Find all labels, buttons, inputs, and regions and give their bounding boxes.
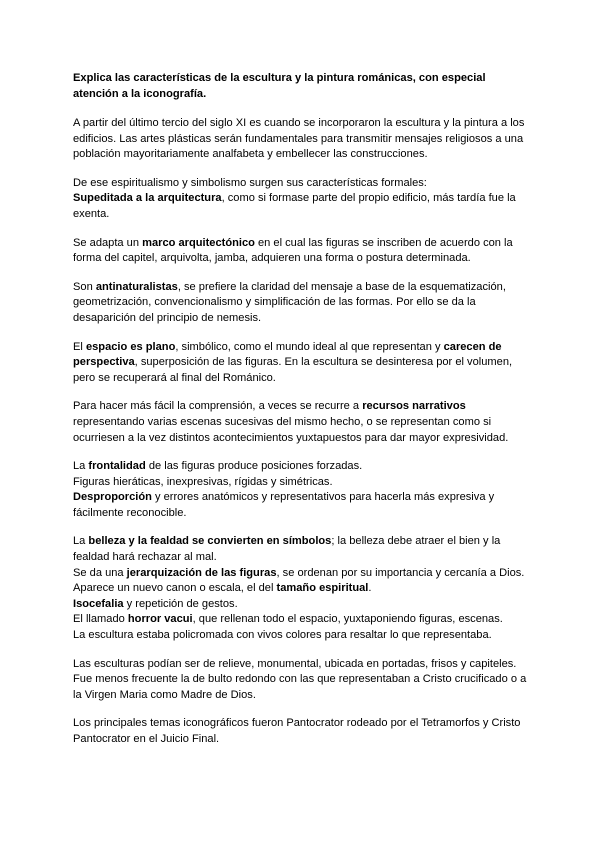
text-segment: Para hacer más fácil la comprensión, a veces se recurre a	[73, 400, 363, 413]
bold-recursos-narrativos: recursos narrativos	[362, 400, 466, 413]
bold-marco-arquitectonico: marco arquitectónico	[142, 236, 255, 249]
bold-espacio-plano: espacio es plano	[85, 340, 176, 353]
bold-horror-vacui: horror vacui	[127, 613, 193, 626]
bold-desproporcion: Desproporción	[73, 491, 152, 504]
text-segment: Se da una	[73, 566, 127, 579]
line-horror-vacui	[73, 612, 528, 628]
text-segment: , superposición de las figuras. En la escultura se desinteresa por el volumen, pero se recuperará al final del Románico.	[73, 356, 513, 384]
bold-tamano-espiritual: tamaño espiritual	[276, 582, 369, 595]
text-segment: , se prefiere la claridad del mensaje a base de la esquematización, geometrización, convencionalismo y simplificación de las formas. Por ello se da la desaparición del principio de nemesis.	[73, 280, 506, 324]
bold-belleza: belleza y la fealdad se convierten en símbolos	[88, 535, 332, 548]
text-segment: , que rellenan todo el espacio, yuxtaponiendo figuras, escenas.	[192, 613, 503, 626]
text-segment: Aparece un nuevo canon o escala, el del	[73, 582, 277, 595]
paragraph-temas: Los principales temas iconográficos fueron Pantocrator rodeado por el Tetramorfos y Cristo Pantocrator en el Juicio Final.	[73, 717, 521, 745]
bold-frontalidad: frontalidad	[88, 460, 146, 473]
text-segment: La	[73, 535, 89, 548]
text-segment: .	[368, 582, 372, 595]
text-segment: El llamado	[73, 613, 128, 626]
line-frontalidad	[73, 459, 528, 475]
paragraph-frontalidad	[73, 459, 528, 521]
paragraph-marco	[73, 236, 528, 267]
line-isocefalia	[73, 597, 528, 613]
text-segment: en el cual las figuras se inscriben de acuerdo con la forma del capitel, arquivolta, jamba, adquieren una forma o postura determinada.	[73, 236, 513, 265]
text-segment: Se adapta un	[73, 236, 143, 249]
text-segment: El	[73, 340, 86, 353]
text-segment: y errores anatómicos y representativos para hacerla más expresiva y fácilmente reconocible.	[73, 491, 495, 519]
text-supeditada: , como si formase parte del propio edificio, más tardía fue la exenta.	[73, 192, 516, 220]
text-segment: La	[73, 460, 89, 473]
paragraph-belleza	[73, 534, 528, 643]
paragraph-narrativos	[73, 399, 528, 446]
text-segment: de las figuras produce posiciones forzadas.	[145, 460, 363, 473]
document-title: Explica las características de la escultura y la pintura románicas, con especial atención a la iconografía.	[73, 72, 486, 100]
text-segment: , se ordenan por su importancia y cercanía a Dios.	[276, 566, 525, 579]
bold-supeditada: Supeditada a la arquitectura	[73, 192, 222, 205]
line-policromada: La escultura estaba policromada con vivos colores para resaltar lo que representaba.	[73, 629, 492, 642]
formal-characteristics-intro: De ese espiritualismo y simbolismo surgen sus características formales:	[73, 176, 427, 189]
text-segment: Son	[73, 280, 96, 293]
line-hieraticas: Figuras hieráticas, inexpresivas, rígidas y simétricas.	[73, 475, 333, 488]
text-segment: representando varias escenas sucesivas del mismo hecho, o se representan como si ocurriesen a la vez distintos acontecimientos yuxtapuestos para dar mayor expresividad.	[73, 415, 509, 444]
bold-jerarquizacion: jerarquización de las figuras	[126, 566, 277, 579]
bold-perspectiva: carecen de perspectiva	[73, 340, 502, 369]
line-belleza	[73, 534, 528, 565]
paragraph-espacio	[73, 340, 528, 387]
bold-isocefalia: Isocefalia	[73, 597, 124, 610]
text-segment: ; la belleza debe atraer el bien y la fealdad hará rechazar al mal.	[73, 535, 501, 564]
text-segment: y repetición de gestos.	[123, 597, 238, 610]
line-jerarquizacion	[73, 566, 528, 582]
paragraph-esculturas: Las esculturas podían ser de relieve, monumental, ubicada en portadas, frisos y capiteles. Fue menos frecuente la de bulto redondo con las que representaban a Cristo crucificado o a la Virgen Maria como Madre de Dios.	[73, 657, 527, 701]
line-canon	[73, 581, 528, 597]
text-segment: , simbólico, como el mundo ideal al que representan y	[175, 340, 444, 353]
paragraph-antinaturalistas	[73, 280, 528, 327]
bold-antinaturalistas: antinaturalistas	[95, 280, 178, 293]
line-desproporcion	[73, 491, 494, 519]
paragraph-formal-characteristics	[73, 176, 528, 223]
paragraph-intro: A partir del último tercio del siglo XI es cuando se incorporaron la escultura y la pintura a los edificios. Las artes plásticas serán fundamentales para transmitir mensajes religiosos a una población mayoritariamente analfabeta y embellecer las construcciones.	[73, 117, 525, 161]
